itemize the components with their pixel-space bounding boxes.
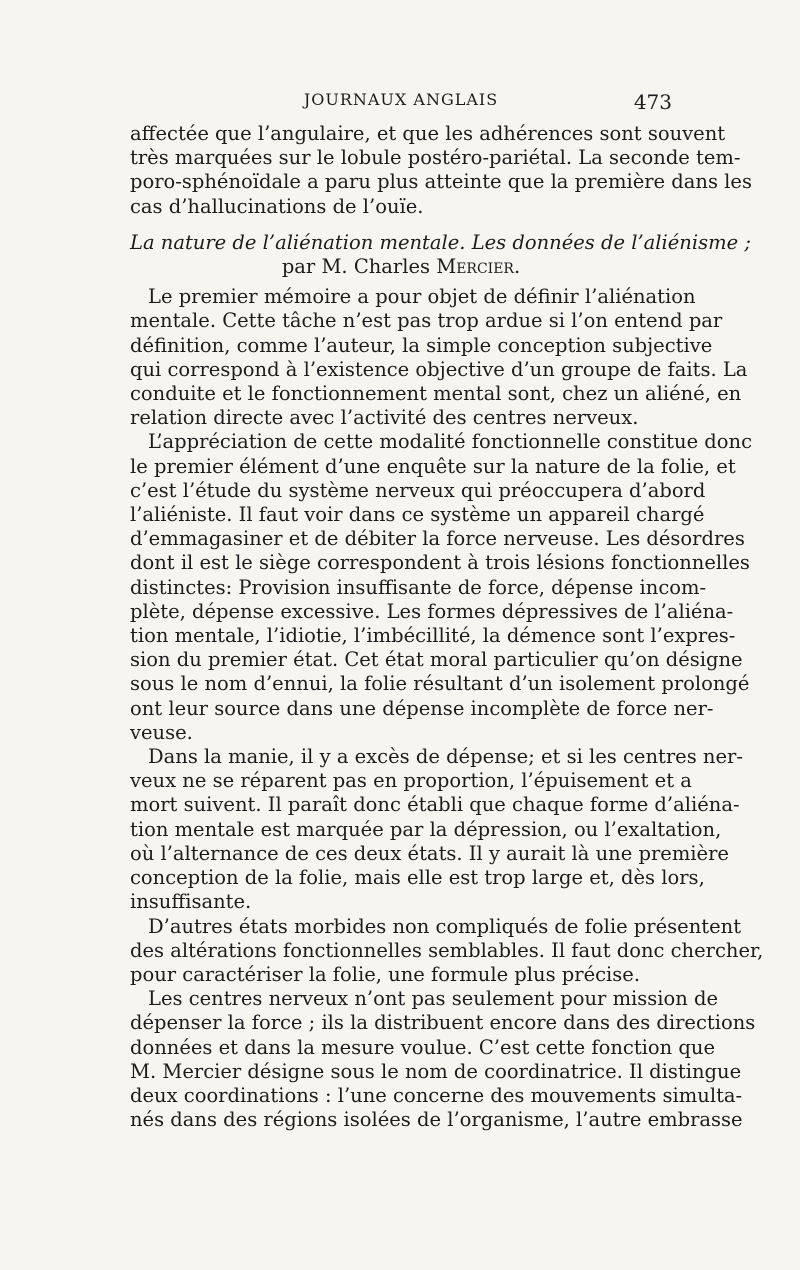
text-line: tion mentale, l’idiotie, l’imbécillité, la démence sont l’expres- xyxy=(130,624,736,648)
paragraph-6 xyxy=(130,987,756,1132)
text-line: l’aliéniste. Il faut voir dans ce système un appareil chargé xyxy=(130,503,705,527)
text-line: des altérations fonctionnelles semblables. Il faut donc chercher, xyxy=(130,938,764,962)
body-text xyxy=(130,122,764,1132)
text-line: sous le nom d’ennui, la folie résultant d’un isolement prolongé xyxy=(130,672,750,696)
text-line: relation directe avec l’activité des centres nerveux. xyxy=(130,406,639,430)
text-line: d’emmagasiner et de débiter la force nerveuse. Les désordres xyxy=(130,527,745,551)
article-byline xyxy=(130,255,672,279)
byline-prefix: par M. Charles xyxy=(281,255,431,279)
paragraph-3 xyxy=(130,430,753,745)
text-line: Dans la manie, il y a excès de dépense; et si les centres ner- xyxy=(148,745,743,769)
page-number: 473 xyxy=(633,90,672,114)
text-line: très marquées sur le lobule postéro-pariétal. La seconde tem- xyxy=(130,146,741,170)
text-line: définition, comme l’auteur, la simple conception subjective xyxy=(130,333,713,357)
article-title: La nature de l’aliénation mentale. Les données de l’aliénisme ; xyxy=(130,230,751,254)
text-line: Les centres nerveux n’ont pas seulement pour mission de xyxy=(148,987,719,1011)
text-line: dépenser la force ; ils la distribuent encore dans des directions xyxy=(130,1011,756,1035)
paragraph-5 xyxy=(130,914,764,988)
text-line: veux ne se réparent pas en proportion, l’épuisement et a xyxy=(130,769,692,793)
text-line: dont il est le siège correspondent à trois lésions fonctionnelles xyxy=(130,551,750,575)
byline-author: Mercier. xyxy=(436,255,521,279)
running-head: JOURNAUX ANGLAIS xyxy=(303,90,499,109)
text-line: où l’alternance de ces deux états. Il y aurait là une première xyxy=(130,841,729,865)
paragraph-4 xyxy=(130,745,743,914)
text-line: plète, dépense excessive. Les formes dépressives de l’aliéna- xyxy=(130,599,734,623)
text-line: nés dans des régions isolées de l’organisme, l’autre embrasse xyxy=(130,1108,743,1132)
text-line: conduite et le fonctionnement mental sont, chez un aliéné, en xyxy=(130,382,742,406)
article-heading xyxy=(130,230,751,279)
text-line: poro-sphénoïdale a paru plus atteinte que la première dans les xyxy=(130,170,752,194)
text-line: D’autres états morbides non compliqués de folie présentent xyxy=(148,914,742,938)
text-line: c’est l’étude du système nerveux qui préoccupera d’abord xyxy=(130,478,706,502)
text-line: pour caractériser la folie, une formule plus précise. xyxy=(130,962,641,986)
page-header xyxy=(130,90,672,114)
text-line: mentale. Cette tâche n’est pas trop ardue si l’on entend par xyxy=(130,309,723,333)
text-line: conception de la folie, mais elle est trop large et, dès lors, xyxy=(130,866,705,890)
paragraph-1 xyxy=(130,122,752,219)
text-line: mort suivent. Il paraît donc établi que chaque forme d’aliéna- xyxy=(130,793,740,817)
text-line: données et dans la mesure voulue. C’est cette fonction que xyxy=(130,1035,715,1059)
text-line: tion mentale est marquée par la dépression, ou l’exaltation, xyxy=(130,817,722,841)
text-line: insuffisante. xyxy=(130,890,252,914)
text-line: deux coordinations : l’une concerne des mouvements simulta- xyxy=(130,1083,743,1107)
text-line: qui correspond à l’existence objective d’un groupe de faits. La xyxy=(130,357,748,381)
text-line: cas d’hallucinations de l’ouïe. xyxy=(130,194,424,218)
text-line: L’appréciation de cette modalité fonctionnelle constitue donc xyxy=(148,430,753,454)
text-line: ont leur source dans une dépense incomplète de force ner- xyxy=(130,696,714,720)
paragraph-2 xyxy=(130,285,748,430)
text-line: veuse. xyxy=(130,720,193,744)
text-line: Le premier mémoire a pour objet de définir l’aliénation xyxy=(148,285,696,309)
text-line: affectée que l’angulaire, et que les adhérences sont souvent xyxy=(130,122,726,145)
text-line: sion du premier état. Cet état moral particulier qu’on désigne xyxy=(130,648,743,672)
text-line: M. Mercier désigne sous le nom de coordinatrice. Il distingue xyxy=(130,1059,742,1083)
text-line: le premier élément d’une enquête sur la nature de la folie, et xyxy=(130,454,736,478)
text-line: distinctes: Provision insuffisante de force, dépense incom- xyxy=(130,575,707,599)
